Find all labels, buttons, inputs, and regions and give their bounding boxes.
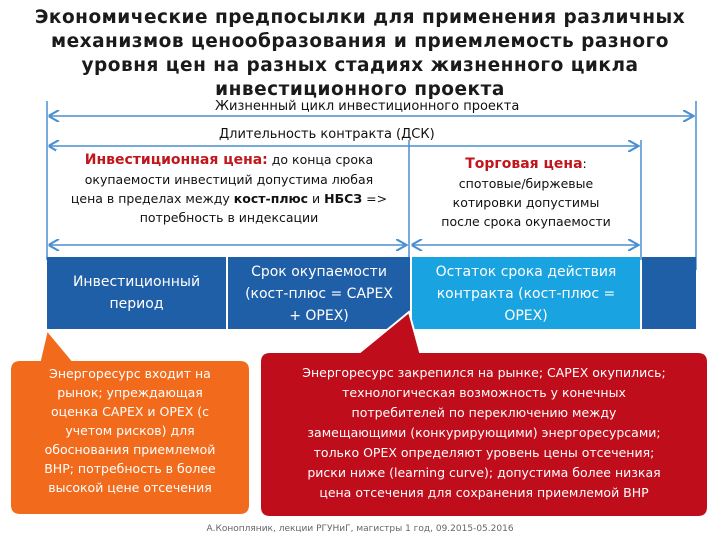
bubble-left-line-2: рынок; упреждающая (57, 385, 203, 400)
segment-2-line-3: + OPEX) (289, 308, 349, 324)
investment-price-text-3d: НБСЗ (324, 191, 363, 206)
segment-1-line-2: период (109, 296, 164, 312)
bubble-left-line-6: ВНР; потребность в более (44, 461, 216, 476)
bubble-left-text (14, 364, 246, 497)
bubble-right-line-4: замещающими (конкурирующими) энергоресурсами; (307, 425, 661, 440)
bubble-right-line-7: цена отсечения для сохранения приемлемой ВНР (319, 485, 649, 500)
title-line-2: механизмов ценообразования и приемлемость разного (50, 31, 670, 52)
segment-3-line-2: контракта (кост-плюс = (436, 286, 616, 302)
bubble-right-line-2: технологическая возможность у конечных (342, 385, 626, 400)
segment-2-line-1: Срок окупаемости (251, 264, 387, 280)
title-line-3: уровня цен на разных стадиях жизненного цикла (81, 55, 639, 76)
bubble-right-line-6: риски ниже (learning curve); допустима более низкая (307, 465, 661, 480)
bubble-right-line-5: только OPEX определяют уровень цены отсечения; (313, 445, 655, 460)
investment-price-text-2: окупаемости инвестиций допустима любая (84, 172, 374, 187)
investment-price-text-3c: и (308, 191, 325, 206)
bubble-right-text (262, 363, 706, 503)
bubble-left-line-4: учетом рисков) для (65, 423, 195, 438)
footer-credit: А.Конопляник, лекции РГУНиГ, магистры 1 год, 09.2015-05.2016 (206, 524, 514, 534)
segment-3-line-1: Остаток срока действия (435, 264, 617, 280)
bubble-right-line-3: потребителей по переключению между (351, 405, 617, 420)
title-line-1: Экономические предпосылки для применения различных (34, 7, 686, 28)
investment-price-text-3a: цена в пределах между (70, 191, 234, 206)
bubble-left-line-5: обоснования приемлемой (44, 442, 216, 457)
investment-price-text-3e: => (362, 191, 388, 206)
title-line-4: инвестиционного проекта (215, 79, 505, 100)
trade-price-colon: : (582, 156, 587, 171)
investment-price-text-1: до конца срока (267, 152, 374, 167)
investment-price-text-4: потребность в индексации (139, 210, 319, 225)
bubble-left-line-7: высокой цене отсечения (48, 480, 212, 495)
lifecycle-label: Жизненный цикл инвестиционного проекта (215, 99, 520, 114)
contract-label: Длительность контракта (ДСК) (219, 127, 435, 142)
bubble-left-line-1: Энергоресурс входит на (49, 366, 211, 381)
investment-price-heading: Инвестиционная цена: (84, 152, 268, 168)
trade-price-line-2: котировки допустимы (452, 195, 600, 210)
bubble-left-line-3: оценка CAPEX и OPEX (с (50, 404, 210, 419)
trade-price-line-1: спотовые/биржевые (458, 176, 594, 191)
segment-1-line-1: Инвестиционный (72, 274, 201, 290)
trade-price-heading: Торговая цена (465, 156, 583, 172)
segment-2-line-2: (кост-плюс = CAPEX (245, 286, 393, 302)
segment-3-line-3: OPEX) (504, 308, 548, 324)
investment-price-text-3b: кост-плюс (233, 191, 309, 206)
bubble-right-line-1: Энергоресурс закрепился на рынке; CAPEX окупились; (302, 365, 666, 380)
trade-price-line-3: после срока окупаемости (441, 214, 611, 229)
